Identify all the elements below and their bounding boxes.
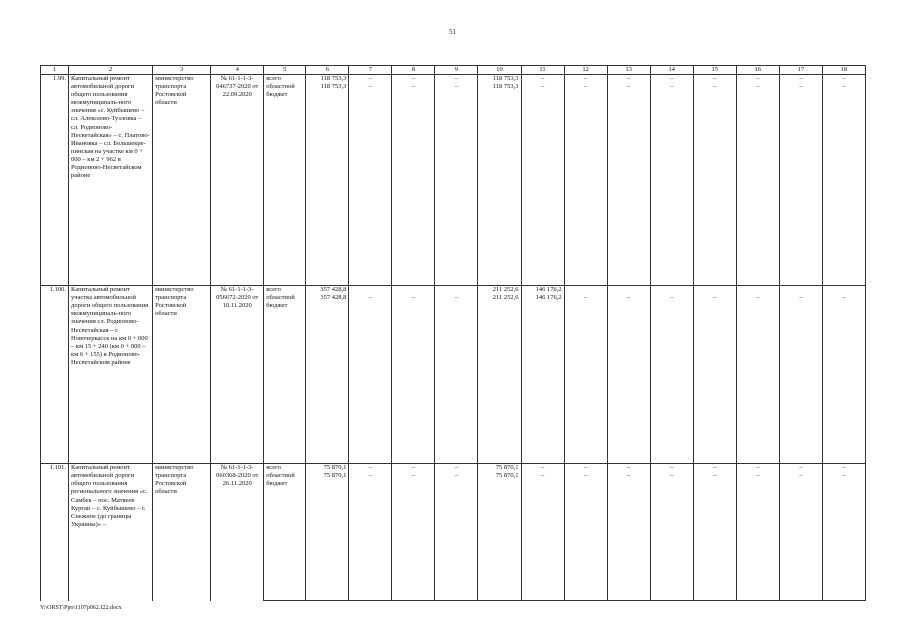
cell-value: –: [607, 294, 650, 464]
col-header: 9: [435, 66, 478, 75]
cell-value: –: [564, 464, 607, 473]
col-header: 7: [349, 66, 392, 75]
col-header: 17: [779, 66, 822, 75]
cell-value: –: [736, 294, 779, 464]
cell-value: –: [392, 83, 435, 286]
cell-value: –: [435, 294, 478, 464]
budget-table-container: [40, 65, 866, 601]
cell-value: 357 428,8: [306, 286, 349, 295]
cell-value: –: [736, 83, 779, 286]
object-name: Капитальный ремонт автомобильной дороги общего пользования межмуниципаль-ного значения «с. Куйбышево – сл. Алексеево-Тузловка – сл. Родионово-Несветайская» – с. Платово-Ивановка – сл. Большекре-пинская на участке км 0 + 000 – км 2 + 962 в Родионово-Несветайском районе: [69, 75, 153, 286]
col-header: 6: [306, 66, 349, 75]
cell-value: –: [435, 472, 478, 601]
funding-source: всего: [264, 464, 306, 473]
cell-value: 211 252,6: [478, 294, 521, 464]
col-header: 3: [153, 66, 211, 75]
cell-value: [822, 286, 865, 295]
funding-source: всего: [264, 75, 306, 84]
cell-value: –: [607, 464, 650, 473]
cell-value: –: [607, 75, 650, 84]
col-header: 12: [564, 66, 607, 75]
cell-value: –: [822, 83, 865, 286]
cell-value: –: [779, 83, 822, 286]
row-id: 1.100.: [41, 286, 69, 464]
cell-value: 118 753,3: [306, 83, 349, 286]
expertise-doc: № 61-1-1-3-056672-2020 от 10.11.2020: [211, 286, 264, 464]
cell-value: –: [392, 294, 435, 464]
cell-value: –: [392, 464, 435, 473]
cell-value: 118 753,3: [478, 75, 521, 84]
cell-value: –: [564, 83, 607, 286]
cell-value: –: [822, 294, 865, 464]
cell-value: 75 870,1: [306, 472, 349, 601]
cell-value: –: [779, 294, 822, 464]
row-id: 1.99.: [41, 75, 69, 286]
cell-value: [650, 286, 693, 295]
cell-value: 75 870,1: [478, 464, 521, 473]
col-header: 5: [264, 66, 306, 75]
cell-value: –: [693, 83, 736, 286]
cell-value: –: [650, 472, 693, 601]
cell-value: 146 176,2: [521, 294, 564, 464]
cell-value: –: [564, 75, 607, 84]
cell-value: –: [650, 464, 693, 473]
page-number: 51: [449, 28, 456, 36]
cell-value: –: [435, 464, 478, 473]
col-header: 2: [69, 66, 153, 75]
cell-value: –: [779, 75, 822, 84]
cell-value: –: [693, 294, 736, 464]
cell-value: –: [822, 464, 865, 473]
cell-value: –: [349, 83, 392, 286]
object-name: Капитальный ремонт участка автомобильной дороги общего пользования межмуниципаль-ного значения сл. Родионово-Несветайская – г. Новочеркасск на км 0 + 000 – км 15 + 240 (км 0 + 000 – км 6 + 155) в Родионово-Несветайском районе: [69, 286, 153, 464]
col-header: 14: [650, 66, 693, 75]
col-header: 10: [478, 66, 521, 75]
funding-source: областной бюджет: [264, 472, 306, 601]
cell-value: –: [521, 83, 564, 286]
col-header: 15: [693, 66, 736, 75]
row-id: 1.101.: [41, 464, 69, 601]
col-header: 8: [392, 66, 435, 75]
col-header: 13: [607, 66, 650, 75]
cell-value: 118 753,3: [306, 75, 349, 84]
cell-value: [607, 286, 650, 295]
table-row: [41, 464, 866, 473]
cell-value: –: [607, 472, 650, 601]
col-header: 18: [822, 66, 865, 75]
cell-value: 211 252,6: [478, 286, 521, 295]
cell-value: –: [693, 464, 736, 473]
col-header: 16: [736, 66, 779, 75]
cell-value: –: [349, 464, 392, 473]
cell-value: 357 428,8: [306, 294, 349, 464]
col-header: 4: [211, 66, 264, 75]
cell-value: –: [564, 472, 607, 601]
cell-value: [349, 286, 392, 295]
cell-value: [435, 286, 478, 295]
cell-value: –: [564, 294, 607, 464]
customer: министерство транспорта Ростовской области: [153, 286, 211, 464]
cell-value: –: [607, 83, 650, 286]
cell-value: –: [693, 75, 736, 84]
cell-value: [779, 286, 822, 295]
col-header: 11: [521, 66, 564, 75]
cell-value: –: [736, 464, 779, 473]
cell-value: –: [392, 472, 435, 601]
cell-value: 118 753,3: [478, 83, 521, 286]
cell-value: –: [521, 472, 564, 601]
cell-value: –: [650, 75, 693, 84]
expertise-doc: № 61-1-1-3-060368-2020 от 26.11.2020: [211, 464, 264, 601]
customer: министерство транспорта Ростовской области: [153, 75, 211, 286]
cell-value: –: [736, 472, 779, 601]
cell-value: –: [779, 464, 822, 473]
cell-value: –: [349, 75, 392, 84]
table-row: [41, 75, 866, 84]
table-row: [41, 286, 866, 295]
cell-value: –: [521, 75, 564, 84]
cell-value: –: [693, 472, 736, 601]
cell-value: 146 176,2: [521, 286, 564, 295]
cell-value: [736, 286, 779, 295]
cell-value: –: [392, 75, 435, 84]
cell-value: –: [650, 294, 693, 464]
cell-value: –: [435, 83, 478, 286]
cell-value: –: [521, 464, 564, 473]
cell-value: 75 870,1: [478, 472, 521, 601]
cell-value: –: [650, 83, 693, 286]
funding-source: всего: [264, 286, 306, 295]
cell-value: [564, 286, 607, 295]
cell-value: –: [822, 472, 865, 601]
funding-source: областной бюджет: [264, 83, 306, 286]
cell-value: –: [435, 75, 478, 84]
col-header: 1: [41, 66, 69, 75]
customer: министерство транспорта Ростовской области: [153, 464, 211, 601]
cell-value: –: [779, 472, 822, 601]
funding-source: областной бюджет: [264, 294, 306, 464]
object-name: Капитальный ремонт автомобильной дороги общего пользования регионального значения «с. Самбек – пос. Матвеев Курган – с. Куйбышево – г. Снежное (до границы Украины)» –: [69, 464, 153, 601]
cell-value: –: [349, 294, 392, 464]
budget-table: [40, 65, 866, 601]
file-path-footer: Y:\ORST\Ppo\1107p062.f22.docx: [40, 605, 122, 611]
cell-value: [392, 286, 435, 295]
cell-value: –: [736, 75, 779, 84]
expertise-doc: № 61-1-1-3-046737-2020 от 22.09.2020: [211, 75, 264, 286]
cell-value: –: [349, 472, 392, 601]
cell-value: 75 870,1: [306, 464, 349, 473]
cell-value: –: [822, 75, 865, 84]
cell-value: [693, 286, 736, 295]
column-number-header: [41, 66, 866, 75]
